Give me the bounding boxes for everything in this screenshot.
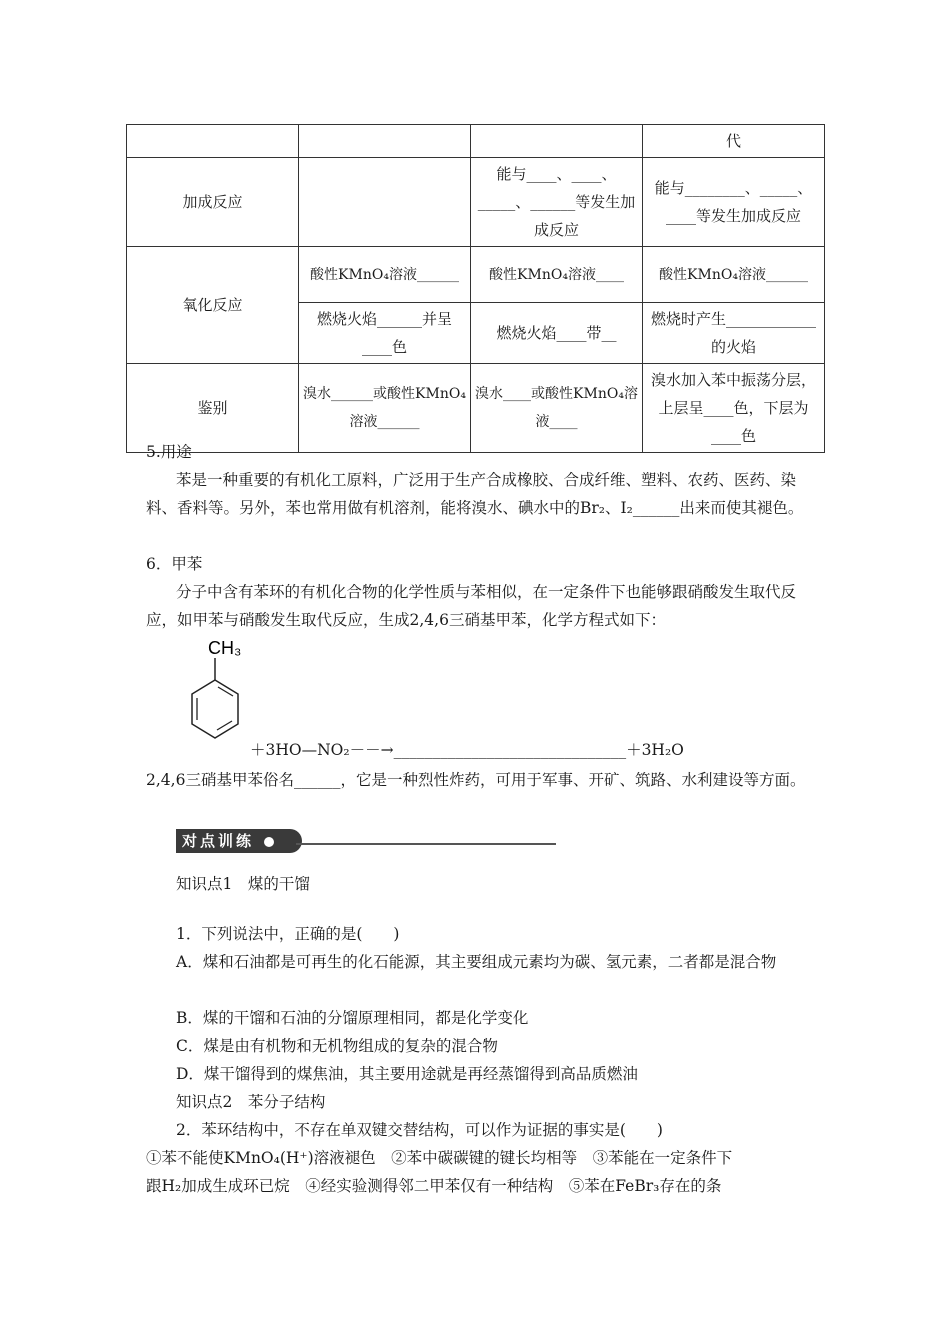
table-cell: 酸性KMnO₄溶液____ bbox=[471, 247, 643, 303]
row-label-identification: 鉴别 bbox=[127, 364, 299, 453]
toluene-structure bbox=[180, 632, 260, 757]
equation-product: ＋3H₂O bbox=[626, 741, 684, 759]
table-cell: 酸性KMnO₄溶液______ bbox=[643, 247, 825, 303]
knowledge-point-1: 知识点1 煤的干馏 bbox=[176, 875, 310, 893]
banner-label: 对点训练 bbox=[176, 829, 302, 853]
dot-icon bbox=[264, 837, 274, 847]
section-6-text: 分子中含有苯环的有机化合物的化学性质与苯相似，在一定条件下也能够跟硝酸发生取代反应，如甲苯与硝酸发生取代反应，生成2,4,6三硝基甲苯，化学方程式如下： bbox=[146, 583, 797, 629]
table-cell bbox=[299, 158, 471, 247]
option-b: B．煤的干馏和石油的分馏原理相同，都是化学变化 bbox=[176, 1009, 529, 1027]
question-2-line2: 跟H₂加成生成环已烷 ④经实验测得邻二甲苯仅有一种结构 ⑤苯在FeBr₃存在的条 bbox=[146, 1177, 722, 1195]
option-d: D．煤干馏得到的煤焦油，其主要用途就是再经蒸馏得到高品质燃油 bbox=[176, 1065, 638, 1083]
table-cell: 酸性KMnO₄溶液______ bbox=[299, 247, 471, 303]
equation-reactants: ＋3HO—NO₂－－→ bbox=[250, 741, 394, 759]
option-c: C．煤是由有机物和无机物组成的复杂的混合物 bbox=[176, 1037, 498, 1055]
table-cell: 燃烧火焰____带__ bbox=[471, 303, 643, 364]
comparison-table bbox=[126, 124, 825, 453]
question-2-stem: 2．苯环结构中，不存在单双键交替结构，可以作为证据的事实是( ) bbox=[176, 1121, 663, 1139]
table-cell: 溴水____或酸性KMnO₄溶液____ bbox=[471, 364, 643, 453]
table-cell bbox=[299, 125, 471, 158]
option-a: A．煤和石油都是可再生的化石能源，其主要组成元素均为碳、氢元素，二者都是混合物 bbox=[176, 953, 777, 971]
section-6-heading: 6．甲苯 bbox=[146, 555, 203, 573]
table-cell bbox=[471, 125, 643, 158]
practice-banner bbox=[176, 829, 556, 855]
row-label-oxidation: 氧化反应 bbox=[127, 247, 299, 364]
section-5-text: 苯是一种重要的有机化工原料，广泛用于生产合成橡胶、合成纤维、塑料、农药、医药、染料、香料等。另外，苯也常用做有机溶剂，能将溴水、碘水中的Br₂、I₂______出来而使其褪色。 bbox=[146, 471, 804, 517]
divider bbox=[296, 843, 556, 845]
section-5-heading: 5.用途 bbox=[146, 443, 192, 461]
question-1-stem: 1．下列说法中，正确的是( ) bbox=[176, 925, 400, 943]
question-2-line1: ①苯不能使KMnO₄(H⁺)溶液褪色 ②苯中碳碳键的键长均相等 ③苯能在一定条件下 bbox=[146, 1149, 733, 1167]
knowledge-point-2: 知识点2 苯分子结构 bbox=[176, 1093, 326, 1111]
tnt-text: 2,4,6三硝基甲苯俗名______，它是一种烈性炸药，可用于军事、开矿、筑路、水利建设等方面。 bbox=[146, 771, 806, 789]
table-cell: 代 bbox=[643, 125, 825, 158]
ch3-label: CH₃ bbox=[208, 638, 242, 658]
equation-blank: ______________________________ bbox=[393, 741, 627, 759]
table-cell: 溴水______或酸性KMnO₄溶液______ bbox=[299, 364, 471, 453]
table-cell: 溴水加入苯中振荡分层，上层呈____色，下层为____色 bbox=[643, 364, 825, 453]
row-label-addition: 加成反应 bbox=[127, 158, 299, 247]
reaction-equation bbox=[250, 738, 684, 762]
table-cell: 能与________、_____、____等发生加成反应 bbox=[643, 158, 825, 247]
table-cell: 燃烧火焰______并呈____色 bbox=[299, 303, 471, 364]
table-cell: 能与____、____、_____、______等发生加成反应 bbox=[471, 158, 643, 247]
table-cell: 燃烧时产生____________的火焰 bbox=[643, 303, 825, 364]
table-cell bbox=[127, 125, 299, 158]
